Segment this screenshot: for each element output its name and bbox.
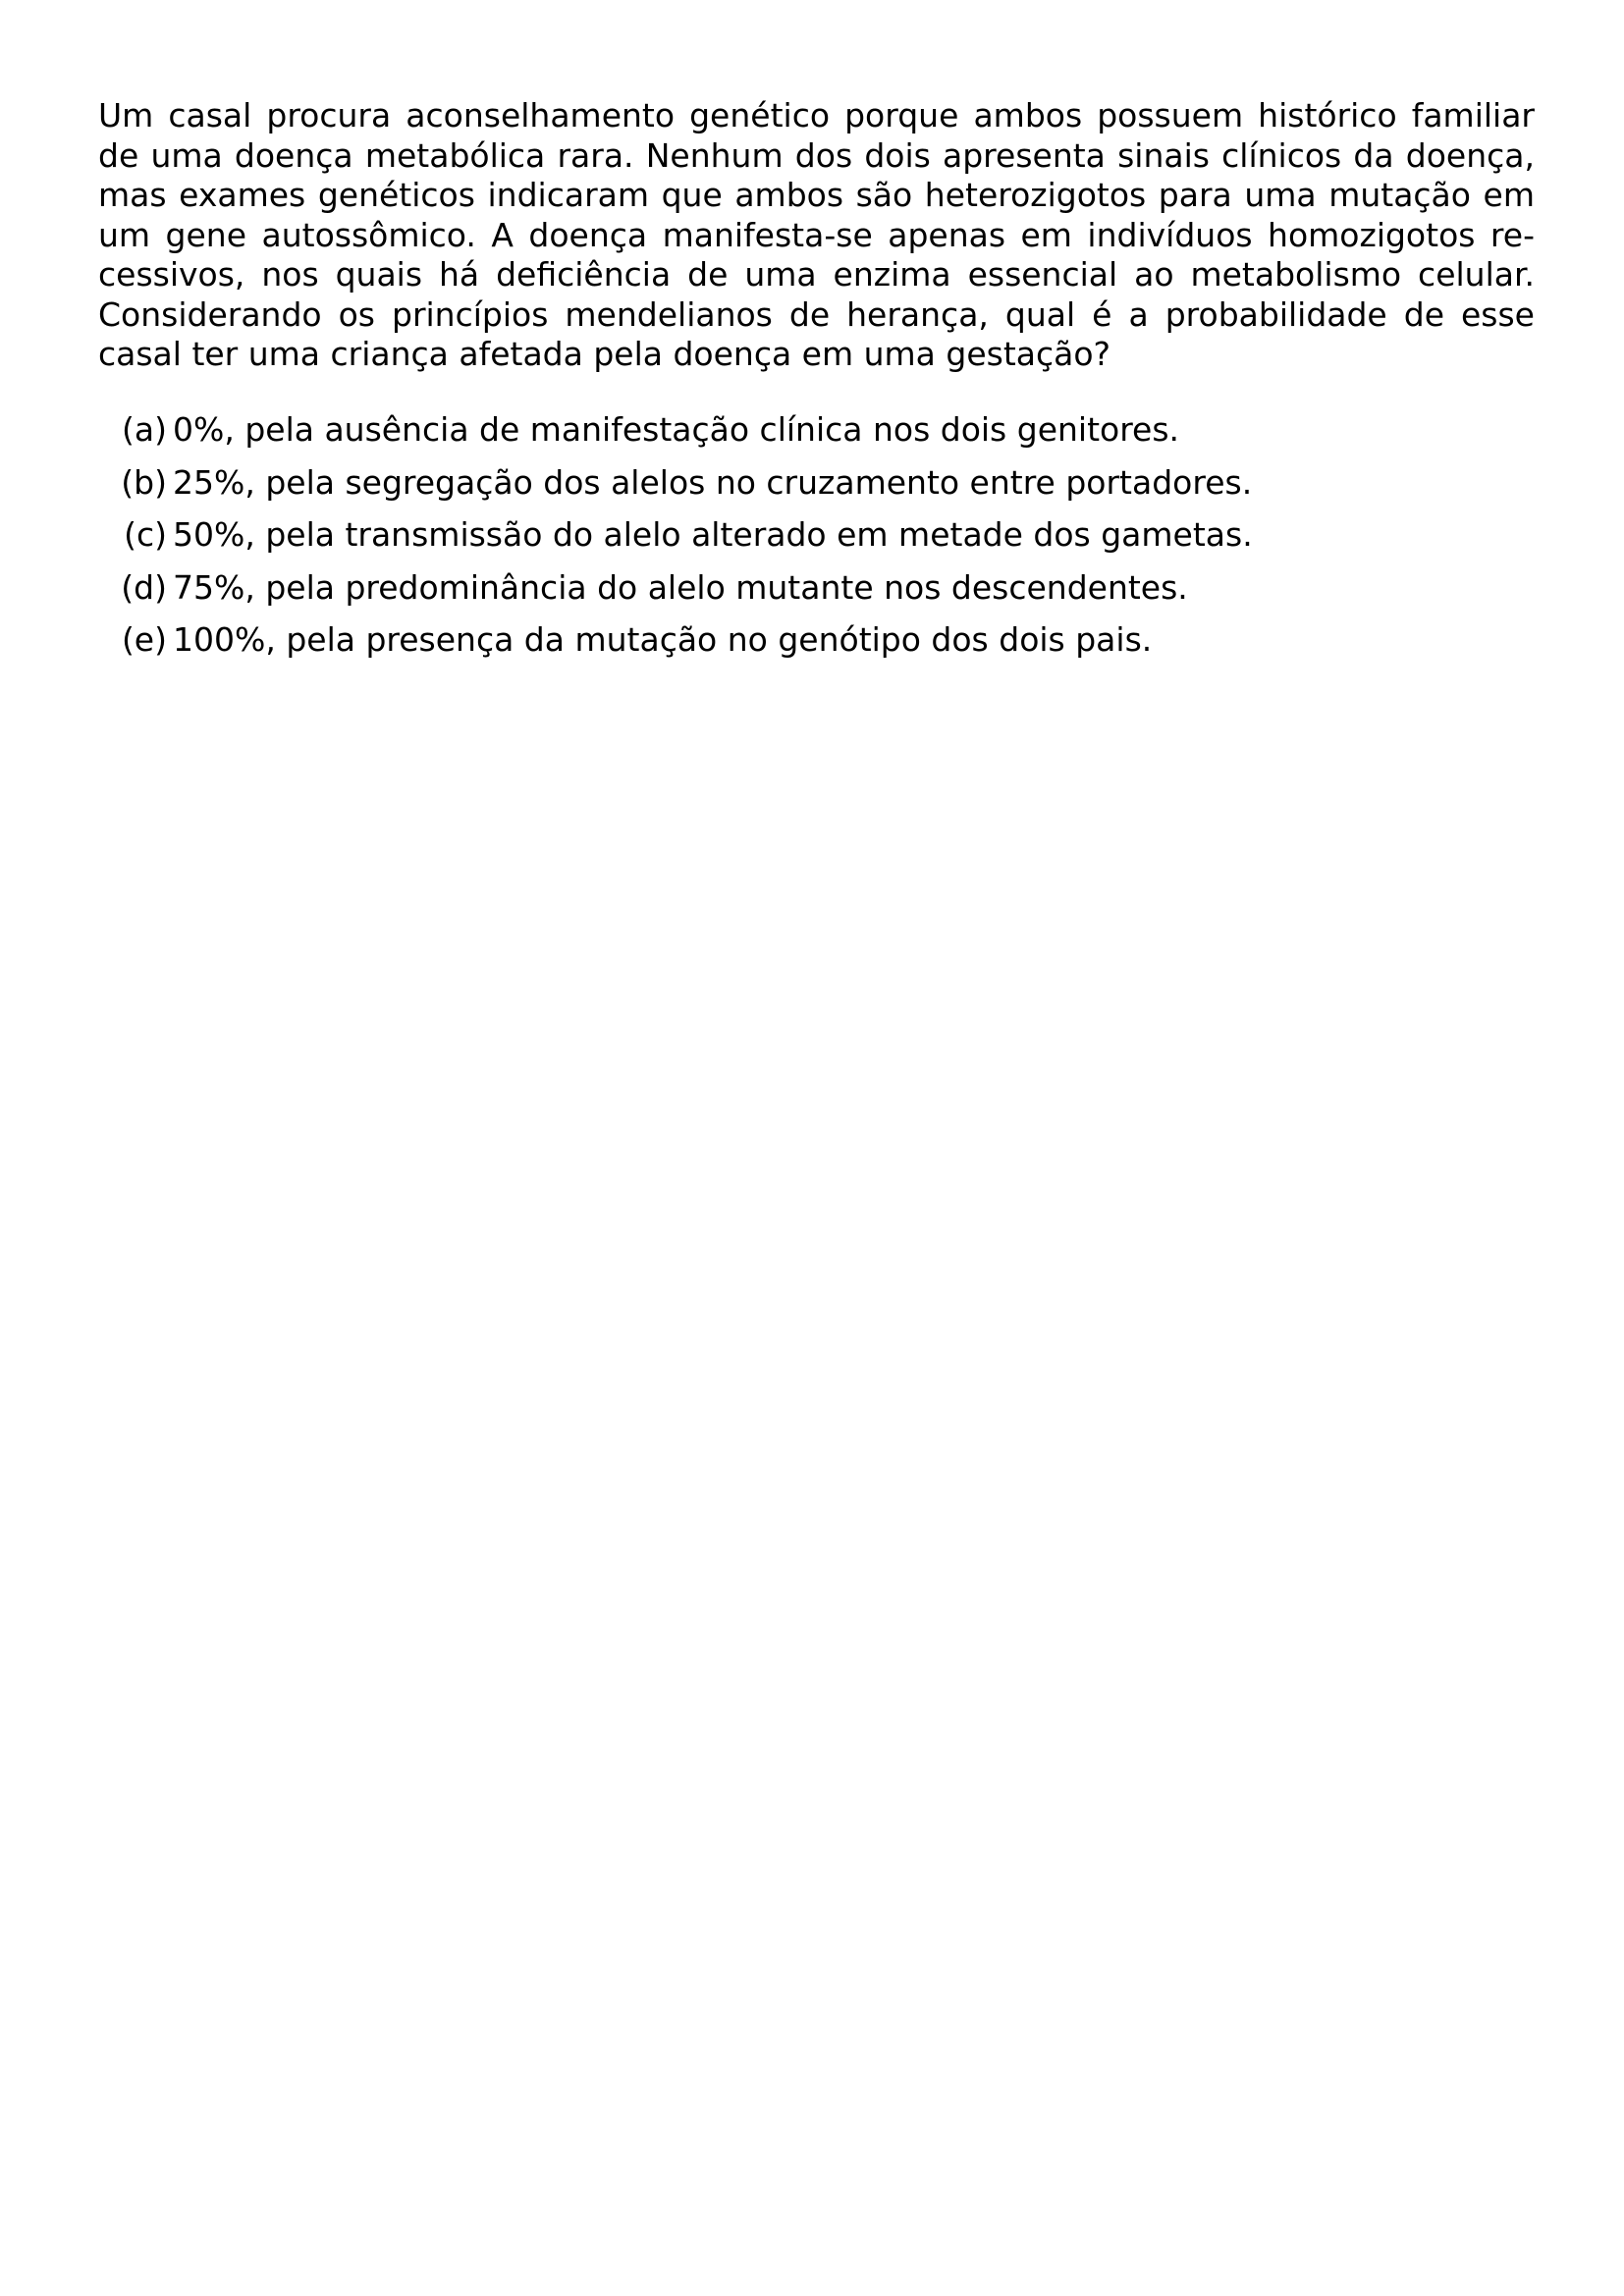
option-text: 0%, pela ausência de manifestação clínica nos dois genitores.	[173, 410, 1180, 449]
option-c	[98, 515, 1535, 568]
option-text: 50%, pela transmissão do alelo alterado em metade dos gametas.	[173, 515, 1253, 555]
option-a	[98, 410, 1535, 463]
option-text: 25%, pela segregação dos alelos no cruzamento entre portadores.	[173, 462, 1253, 502]
option-d	[98, 568, 1535, 621]
option-letter: (a)	[122, 410, 167, 449]
option-letter: (b)	[121, 462, 167, 502]
answer-options	[98, 410, 1535, 673]
question-text: Um casal procura aconselhamento genético porque ambos possuem histórico familiar de uma doença metabólica rara. Nenhum dos dois apresenta sinais clínicos da doença, mas exames genéticos indicaram que ambos são heterozigotos para uma mutação em um gene autossômico. A doença manifesta-se apenas em indivíduos homozigotos recessivos, nos quais há deficiência de uma enzima essencial ao metabolismo celular. Considerando os princípios mendelianos de herança, qual é a probabilidade de esse casal ter uma criança afetada pela doença em uma gestação?	[98, 96, 1535, 373]
option-letter: (c)	[124, 515, 167, 555]
option-text: 75%, pela predominância do alelo mutante nos descendentes.	[173, 567, 1188, 607]
option-text: 100%, pela presença da mutação no genótipo dos dois pais.	[173, 620, 1153, 660]
option-letter: (d)	[121, 567, 167, 607]
option-b	[98, 463, 1535, 516]
option-letter: (e)	[121, 620, 167, 660]
option-e	[98, 620, 1535, 673]
